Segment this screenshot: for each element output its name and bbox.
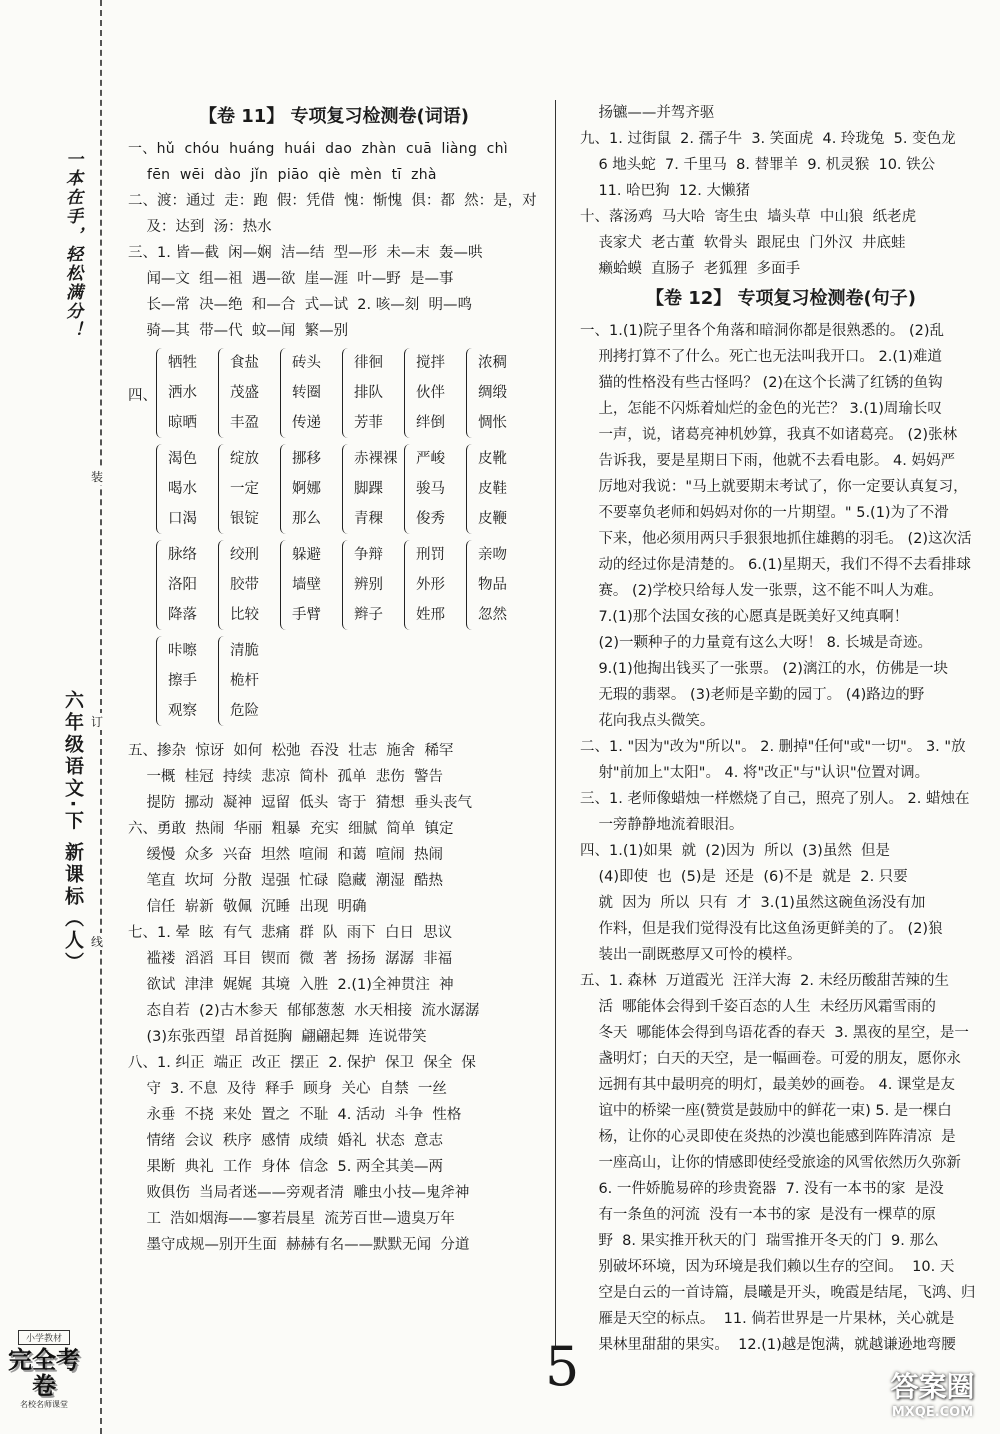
answer-line: 装出一副既憨厚又可怜的模样。	[580, 947, 802, 963]
answer-line: 厉地对我说："马上就要期末考试了，你一定要认真复习，	[580, 479, 968, 495]
group-word: 脉络	[168, 547, 197, 563]
word-group	[218, 444, 280, 534]
answer-line: 九、1. 过街鼠 2. 孺子牛 3. 笑面虎 4. 玲珑兔 5. 变色龙	[580, 131, 956, 147]
answer-line: 工 浩如烟海——寥若晨星 流芳百世—遗臭万年	[128, 1211, 455, 1227]
answer-line: 动的经过你是清楚的。 6.(1)星期天，我们不得不去看排球	[580, 557, 971, 573]
answer-line: 刑拷打算不了什么。死亡也无法叫我开口。 2.(1)难道	[580, 349, 942, 365]
answer-line: 四、1.(1)如果 就 (2)因为 所以 (3)虽然 但是	[580, 843, 891, 859]
word-group	[466, 444, 528, 534]
group-word: 桅杆	[230, 673, 259, 689]
logo-top-text: 小学教材	[18, 1330, 70, 1345]
group-word: 比较	[230, 607, 259, 623]
word-group	[404, 444, 466, 534]
answer-line: 远拥有其中最明亮的明灯，最美妙的画卷。 4. 课堂是友	[580, 1077, 955, 1093]
answer-line: 下来，他必须用两只手狠狠地抓住雄鹅的羽毛。 (2)这次活	[580, 531, 972, 547]
answer-line: 射"前加上"太阳"。 4. 将"改正"与"认识"位置对调。	[580, 765, 930, 781]
answer-line: 情绪 会议 秩序 感情 成绩 婚礼 状态 意志	[128, 1133, 443, 1149]
answer-line: 五、掺杂 惊讶 如何 松弛 吞没 壮志 施舍 稀罕	[128, 743, 454, 759]
brand-logo	[5, 1330, 83, 1422]
brace-icon	[342, 348, 351, 438]
answer-line: 二、渡：通过 走：跑 假：凭借 愧：惭愧 俱：都 然：是，对	[128, 193, 537, 209]
answer-line: 作料，但是我们觉得没有比这鱼汤更鲜美的了。 (2)狼	[580, 921, 943, 937]
brace-icon	[218, 348, 227, 438]
brace-icon	[466, 348, 475, 438]
group-word: 赤裸裸	[354, 451, 398, 467]
answer-line: 七、1. 晕 眩 有气 悲痛 群 队 雨下 白日 思议	[128, 925, 453, 941]
group-word: 皮靴	[478, 451, 507, 467]
group-word: 手臂	[292, 607, 321, 623]
group-word: 争辩	[354, 547, 383, 563]
brace-icon	[342, 540, 351, 630]
right-answers-b	[580, 318, 982, 1358]
group-word: 茂盛	[230, 385, 259, 401]
answer-line: 八、1. 纠正 端正 改正 摆正 2. 保护 保卫 保全 保	[128, 1055, 476, 1071]
left-answers-b	[128, 738, 540, 1258]
section-label-four: 四、	[128, 388, 157, 404]
brace-icon	[466, 444, 475, 534]
word-group	[156, 348, 218, 438]
brace-icon	[218, 636, 227, 726]
page-number: 5	[545, 1335, 580, 1398]
answer-line: 一概 桂冠 持续 悲凉 简朴 孤单 悲伤 警告	[128, 769, 443, 785]
word-group	[280, 348, 342, 438]
brace-icon	[156, 636, 165, 726]
binding-mark-ding: 订	[91, 715, 104, 729]
group-word: 口渴	[168, 511, 197, 527]
group-word: 亲吻	[478, 547, 507, 563]
group-word: 丰盈	[230, 415, 259, 431]
word-group	[342, 444, 404, 534]
left-column	[128, 100, 540, 1258]
answer-line: 三、1. 皆—截 闲—娴 洁—结 型—形 未—末 轰—哄	[128, 245, 483, 261]
answer-line: 一声，说，诸葛亮神机妙算，我真不如诸葛亮。 (2)张林	[580, 427, 958, 443]
answer-line: 不要辜负老师和妈妈对你的一片期望。" 5.(1)为了不滑	[580, 505, 949, 521]
group-word: 芳菲	[354, 415, 383, 431]
answer-line: 败俱伤 当局者迷——旁观者清 雕虫小技—鬼斧神	[128, 1185, 470, 1201]
right-column	[580, 100, 982, 1358]
answer-line: 五、1. 森林 万道霞光 汪洋大海 2. 未经历酸甜苦辣的生	[580, 973, 950, 989]
watermark-main: 答案圈	[890, 1370, 975, 1403]
answer-line: 笔直 坎坷 分散 逞强 忙碌 隐藏 潮湿 酷热	[128, 873, 443, 889]
group-word: 惆怅	[478, 415, 507, 431]
answer-line: 空是白云的一首诗篇，晨曦是开头，晚霞是结尾，飞鸿、归	[580, 1285, 976, 1301]
answer-line: 及：达到 汤：热水	[128, 219, 272, 235]
group-word: 皮鞭	[478, 511, 507, 527]
group-word: 挪移	[292, 451, 321, 467]
group-word: 牺牲	[168, 355, 197, 371]
group-word: 食盐	[230, 355, 259, 371]
word-group-row	[128, 444, 540, 540]
group-word: 严峻	[416, 451, 445, 467]
group-word: 绊倒	[416, 415, 445, 431]
word-group	[342, 540, 404, 630]
answer-line: 一、1.(1)院子里各个角落和暗洞你都是很熟悉的。 (2)乱	[580, 323, 945, 339]
group-word: 胶带	[230, 577, 259, 593]
right-answers-a	[580, 100, 982, 282]
group-word: 晾晒	[168, 415, 197, 431]
group-word: 绽放	[230, 451, 259, 467]
answer-line: 扬镳——并驾齐驱	[580, 105, 715, 121]
answer-line: 欲试 津津 娓娓 其境 入胜 2.(1)全神贯注 神	[128, 977, 454, 993]
word-group	[404, 348, 466, 438]
word-group	[280, 540, 342, 630]
brace-icon	[156, 540, 165, 630]
answer-line: 活 哪能体会得到千姿百态的人生 未经历风霜雪雨的	[580, 999, 936, 1015]
binding-mark-xian: 线	[91, 935, 104, 949]
group-word: 辨别	[354, 577, 383, 593]
group-word: 清脆	[230, 643, 259, 659]
group-word: 浓稠	[478, 355, 507, 371]
answer-line: 墨守成规—别开生面 赫赫有名——默默无闻 分道	[128, 1237, 470, 1253]
word-group	[466, 348, 528, 438]
group-word: 洛阳	[168, 577, 197, 593]
answer-line: 六、勇敢 热闹 华丽 粗暴 充实 细腻 简单 镇定	[128, 821, 454, 837]
word-group	[404, 540, 466, 630]
brace-icon	[404, 444, 413, 534]
group-word: 辫子	[354, 607, 383, 623]
word-group	[156, 636, 218, 726]
group-word: 观察	[168, 703, 197, 719]
answer-line: (4)即使 也 (5)是 还是 (6)不是 就是 2. 只要	[580, 869, 908, 885]
watermark	[870, 1365, 995, 1427]
answer-line: 花向我点头微笑。	[580, 713, 715, 729]
answer-line: 谊中的桥梁一座(赞赏是鼓励中的鲜花一束) 5. 是一棵白	[580, 1103, 952, 1119]
grade-info: 六年级语文·下 新课标（人）	[62, 690, 84, 974]
answer-line: 果林里甜甜的果实。 12.(1)越是饱满，就越谦逊地弯腰	[580, 1337, 956, 1353]
answer-line: 上，怎能不闪烁着灿烂的金色的光芒？ 3.(1)周瑜长叹	[580, 401, 942, 417]
word-group-row	[128, 636, 540, 732]
watermark-sub: MXQE.COM	[891, 1405, 974, 1420]
answer-line: 三、1. 老师像蜡烛一样燃烧了自己，照亮了别人。 2. 蜡烛在	[580, 791, 970, 807]
brace-icon	[280, 540, 289, 630]
word-group	[156, 540, 218, 630]
group-word: 传递	[292, 415, 321, 431]
brace-icon	[218, 540, 227, 630]
word-group	[218, 540, 280, 630]
answer-line: 野 8. 果实推开秋天的门 瑞雪推开冬天的门 9. 那么	[580, 1233, 939, 1249]
group-word: 砖头	[292, 355, 321, 371]
group-word: 绞刑	[230, 547, 259, 563]
group-word: 徘徊	[354, 355, 383, 371]
answer-line: 有一条鱼的河流 没有一本书的家 是没有一棵草的原	[580, 1207, 936, 1223]
section-title-12: 【卷 12】 专项复习检测卷(句子)	[645, 288, 917, 309]
answer-line: 无瑕的翡翠。 (3)老师是辛勤的园丁。 (4)路边的野	[580, 687, 925, 703]
group-word: 绸缎	[478, 385, 507, 401]
answer-line: (2)一颗种子的力量竟有这么大呀！ 8. 长城是奇迹。	[580, 635, 933, 651]
group-word: 外形	[416, 577, 445, 593]
answer-line: 告诉我，要是星期日下雨，他就不去看电影。 4. 妈妈严	[580, 453, 955, 469]
group-word: 皮鞋	[478, 481, 507, 497]
brace-icon	[156, 348, 165, 438]
answer-line: fēn wēi dào jǐn piāo qiè mèn tī zhà	[128, 167, 437, 183]
answer-line: 一旁静静地流着眼泪。	[580, 817, 744, 833]
answer-line: 闻—文 组—祖 遇—欲 崖—涯 叶—野 是—事	[128, 271, 454, 287]
group-word: 搅拌	[416, 355, 445, 371]
left-answers-a	[128, 136, 540, 344]
brace-icon	[342, 444, 351, 534]
brace-icon	[404, 348, 413, 438]
answer-line: 信任 崭新 敬佩 沉睡 出现 明确	[128, 899, 367, 915]
binding-strip	[0, 0, 110, 1434]
group-word: 喝水	[168, 481, 197, 497]
group-word: 一定	[230, 481, 259, 497]
answer-line: 癞蛤蟆 直肠子 老狐狸 多面手	[580, 261, 801, 277]
answer-line: 丧家犬 老古董 软骨头 跟屁虫 门外汉 井底蛙	[580, 235, 906, 251]
answer-line: 果断 典礼 工作 身体 信念 5. 两全其美—两	[128, 1159, 443, 1175]
section-title-11: 【卷 11】 专项复习检测卷(词语)	[198, 106, 470, 127]
answer-line: 二、1. "因为"改为"所以"。 2. 删掉"任何"或"一切"。 3. "放	[580, 739, 966, 755]
group-word: 墙壁	[292, 577, 321, 593]
word-group-row	[128, 540, 540, 636]
answer-line: 赛。 (2)学校只给每人发一张票，这不能不叫人为难。	[580, 583, 943, 599]
brace-icon	[218, 444, 227, 534]
group-word: 降落	[168, 607, 197, 623]
word-group	[466, 540, 528, 630]
word-groups	[128, 348, 540, 732]
answer-line: 冬天 哪能体会得到鸟语花香的春天 3. 黑夜的星空，是一	[580, 1025, 969, 1041]
answer-line: 骑—其 带—代 蚊—闻 繁—别	[128, 323, 349, 339]
answer-line: 猫的性格没有些古怪吗？ (2)在这个长满了红锈的鱼钩	[580, 375, 943, 391]
group-word: 排队	[354, 385, 383, 401]
answer-line: 11. 哈巴狗 12. 大懒猪	[580, 183, 750, 199]
answer-line: 长—常 决—绝 和—合 式—试 2. 咳—刻 明—鸣	[128, 297, 472, 313]
answer-line: 杨，让你的心灵即使在炎热的沙漠也能感到阵阵清凉 是	[580, 1129, 956, 1145]
group-word: 银锭	[230, 511, 259, 527]
logo-main-text: 完全考卷	[8, 1346, 80, 1400]
group-word: 咔嚓	[168, 643, 197, 659]
group-word: 洒水	[168, 385, 197, 401]
slogan: 一本在手，轻松满分！	[62, 150, 82, 340]
group-word: 青稞	[354, 511, 383, 527]
answer-line: 雁是天空的标点。 11. 倘若世界是一片果林，关心就是	[580, 1311, 955, 1327]
word-group	[218, 348, 280, 438]
answer-line: 7.(1)那个法国女孩的心愿真是既美好又纯真啊！	[580, 609, 909, 625]
answer-line: 守 3. 不息 及待 释手 顾身 关心 自禁 一丝	[128, 1081, 447, 1097]
answer-line: 一、hǔ chóu huáng huái dao zhàn cuā liàng chì	[128, 141, 508, 157]
brace-icon	[404, 540, 413, 630]
answer-line: 盏明灯；白天的天空，是一幅画卷。可爱的朋友，愿你永	[580, 1051, 961, 1067]
brace-icon	[280, 348, 289, 438]
brace-icon	[280, 444, 289, 534]
answer-line: 十、落汤鸡 马大哈 寄生虫 墙头草 中山狼 纸老虎	[580, 209, 917, 225]
answer-line: 提防 挪动 凝神 逗留 低头 寄于 猜想 垂头丧气	[128, 795, 472, 811]
answer-line: 6. 一件娇脆易碎的珍贵瓷器 7. 没有一本书的家 是没	[580, 1181, 944, 1197]
group-word: 擦手	[168, 673, 197, 689]
group-word: 忽然	[478, 607, 507, 623]
binding-mark-zhuang: 装	[91, 470, 104, 484]
group-word: 危险	[230, 703, 259, 719]
group-word: 物品	[478, 577, 507, 593]
answer-line: 缓慢 众多 兴奋 坦然 喧闹 和蔼 喧闹 热闹	[128, 847, 443, 863]
group-word: 脚踝	[354, 481, 383, 497]
logo-sub-text: 名校名师课堂	[20, 1400, 68, 1409]
answer-line: 态自若 (2)古木参天 郁郁葱葱 水天相接 流水潺潺	[128, 1003, 480, 1019]
column-divider	[555, 100, 556, 1350]
answer-line: 就 因为 所以 只有 才 3.(1)虽然这碗鱼汤没有加	[580, 895, 926, 911]
answer-line: 9.(1)他掏出钱买了一张票。 (2)漓江的水，仿佛是一块	[580, 661, 948, 677]
word-group	[280, 444, 342, 534]
answer-line: 一座高山，让你的情感即使经受旅途的风雪依然历久弥新	[580, 1155, 961, 1171]
brace-icon	[466, 540, 475, 630]
answer-line: 6 地头蛇 7. 千里马 8. 替罪羊 9. 机灵猴 10. 铁公	[580, 157, 936, 173]
answer-line: (3)东张西望 昂首挺胸 翩翩起舞 连说带笑	[128, 1029, 427, 1045]
brace-icon	[156, 444, 165, 534]
group-word: 伙伴	[416, 385, 445, 401]
group-word: 刑罚	[416, 547, 445, 563]
group-word: 婀娜	[292, 481, 321, 497]
answer-line: 永垂 不挠 来处 置之 不耻 4. 活动 斗争 性格	[128, 1107, 462, 1123]
answer-line: 别破坏环境，因为环境是我们赖以生存的空间。 10. 天	[580, 1259, 955, 1275]
group-word: 姓邢	[416, 607, 445, 623]
word-group	[342, 348, 404, 438]
group-word: 转圈	[292, 385, 321, 401]
answer-line: 褴褛 滔滔 耳目 锲而 微 著 扬扬 潺潺 非福	[128, 951, 453, 967]
word-group	[156, 444, 218, 534]
group-word: 俊秀	[416, 511, 445, 527]
word-group	[218, 636, 280, 726]
word-group-row	[128, 348, 540, 444]
group-word: 躲避	[292, 547, 321, 563]
group-word: 渴色	[168, 451, 197, 467]
group-word: 那么	[292, 511, 321, 527]
group-word: 骏马	[416, 481, 445, 497]
